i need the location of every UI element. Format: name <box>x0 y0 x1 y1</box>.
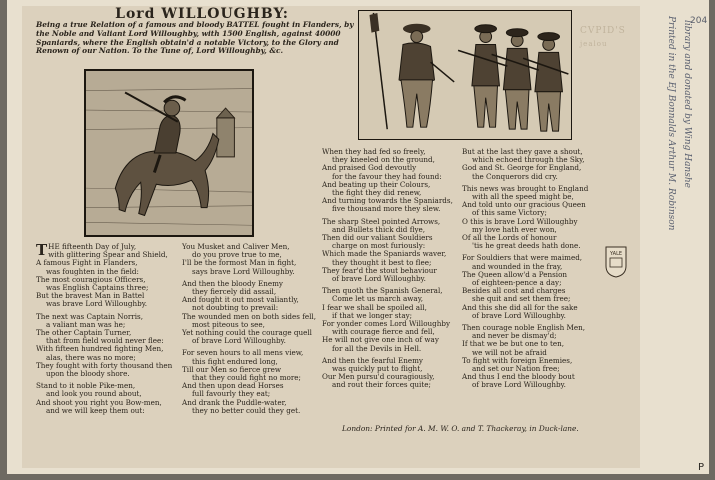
verse-line: was foughten in the field: <box>46 266 139 276</box>
verse-line: for all the Devils in Hell. <box>332 343 422 353</box>
verse-line: if that we longer stay; <box>332 310 413 320</box>
verse-line: for the favour they had found: <box>332 171 442 181</box>
verse-line: with glittering Spear and Shield, <box>48 250 168 260</box>
page-number: 204 <box>690 16 708 26</box>
verse-line: and set our Nation free; <box>472 364 560 374</box>
stanza <box>36 313 176 379</box>
verse-line: they thought it best to flee; <box>332 257 432 267</box>
verse-line: They fear'd the stout behaviour <box>322 265 437 275</box>
verse-line: the Conquerors did cry. <box>472 171 558 181</box>
verse-column-3 <box>322 148 464 394</box>
printer-imprint: London: Printed for A. M. W. O. and T. Thackeray, in Duck-lane. <box>342 424 579 433</box>
ballad-subtitle: Being a true Relation of a famous and bloody BATTEL fought in Flanders, by the Noble and Valiant Lord Willoughby, with 1500 English, against 40000 Spaniards, where the English obtain'd a notable Victory, to the Glory and Renown of our Nation. To the Tune of, Lord Willoughby, &c. <box>36 20 354 56</box>
verse-line: And told unto our gracious Queen <box>462 200 586 210</box>
verse-line: my love hath ever won, <box>472 224 557 234</box>
stanza <box>182 280 326 346</box>
woodcut-horseman <box>84 69 254 237</box>
verse-line: God and St. George for England, <box>462 163 582 173</box>
stanza <box>322 148 464 214</box>
horseman-illustration <box>86 71 252 235</box>
shield-label: YALE <box>609 251 623 257</box>
verse-line: Which made the Spaniards waver, <box>322 249 447 259</box>
verse-line: I'll be the formost Man in fight, <box>182 258 297 268</box>
verse-line: And shoot you right you Bow-men, <box>36 397 162 407</box>
verse-line: Of all the Lords of honour <box>462 233 557 243</box>
verse-column-1 <box>36 243 176 419</box>
verse-line: But the bravest Man in Battel <box>36 291 145 301</box>
verse-line: And beating up their Colours, <box>322 179 431 189</box>
verse-line: 'tis he great deeds hath done. <box>472 241 581 251</box>
verse-line: upon the bloody shore. <box>46 369 130 379</box>
stanza <box>36 243 176 309</box>
soldiers-illustration <box>359 11 571 139</box>
verse-line: which echoed through the Sky, <box>472 155 585 165</box>
verse-line: If that we be but one to ten, <box>462 339 565 349</box>
stanza <box>36 382 176 415</box>
verse-line: For Souldiers that were maimed, <box>462 253 583 263</box>
verse-line: and Bullets thick did flye, <box>332 224 426 234</box>
verse-line: The wounded men on both sides fell, <box>182 311 317 321</box>
verse-line: And fought it out most valiantly, <box>182 295 299 305</box>
verse-line: with all the speed might be, <box>472 192 574 202</box>
stanza <box>322 287 464 353</box>
verse-line: And turning towards the Spaniards, <box>322 196 453 206</box>
stanza <box>322 218 464 284</box>
verse-line: this fight endured long, <box>192 356 278 366</box>
stanza <box>462 254 608 320</box>
stanza <box>462 148 608 181</box>
verse-line: When they had fed so freely, <box>322 147 426 156</box>
library-shield-icon <box>605 246 627 278</box>
verse-line: was English Captains three; <box>46 283 149 293</box>
verse-line: and rout their forces quite; <box>332 380 431 390</box>
drop-cap: T <box>36 241 48 259</box>
verse-line: Besides all cost and charges <box>462 286 566 296</box>
verse-line: I fear we shall be spoiled all, <box>322 302 427 312</box>
verse-line: of brave Lord Willoughby. <box>332 274 426 284</box>
verse-line: they no better could they get. <box>192 405 301 415</box>
verse-line: Then did our valiant Souldiers <box>322 233 433 243</box>
verse-line: with courage fierce and fell, <box>332 327 435 337</box>
verse-line: was brave Lord Willoughby. <box>46 299 148 309</box>
verse-line: O this is brave Lord Willoughby <box>462 216 578 226</box>
verse-line: And then the fearful Enemy <box>322 355 423 365</box>
verse-line: Then courage noble English Men, <box>462 323 586 333</box>
show-through-text-2: jealou <box>580 40 608 48</box>
verse-column-4 <box>462 148 608 394</box>
verse-line: Come let us march away, <box>332 294 424 304</box>
verse-line: But at the last they gave a shout, <box>462 147 583 156</box>
verse-line: And then the bloody Enemy <box>182 278 283 288</box>
verse-line: Our Men pursu'd couragiously, <box>322 372 435 382</box>
verse-line: they kneeled on the ground, <box>332 155 435 165</box>
verse-line: five thousand more they slew. <box>332 204 441 214</box>
woodcut-soldiers <box>358 10 572 140</box>
verse-line: And this she did all for the sake <box>462 302 578 312</box>
verse-line: HE fifteenth Day of July, <box>48 242 137 251</box>
verse-line: The next was Captain Norris, <box>36 311 144 321</box>
verse-line: most piteous to see, <box>192 319 265 329</box>
verse-line: The other Captain Turner, <box>36 328 132 338</box>
verse-line: And thus I end the bloody bout <box>462 372 575 382</box>
verse-line: a valiant man was he; <box>46 319 126 329</box>
verse-line: charge on most furiously: <box>332 241 426 251</box>
verse-line: The most couragious Officers, <box>36 274 146 284</box>
stanza <box>182 243 326 276</box>
verse-line: and look you round about, <box>46 389 142 399</box>
verse-line: Then quoth the Spanish General, <box>322 286 443 296</box>
verse-line: Yet nothing could the courage quell <box>182 328 312 338</box>
verse-line: not doubting to prevail: <box>192 303 279 313</box>
verse-line: and wounded in the fray, <box>472 261 563 271</box>
verse-line: that from field would never flee: <box>46 336 164 346</box>
verse-line: of this same Victory; <box>472 208 547 218</box>
stanza <box>462 185 608 251</box>
verse-line: They fought with forty thousand then <box>36 360 173 370</box>
verse-line: she quit and set them free; <box>472 294 571 304</box>
ballad-title: Lord WILLOUGHBY: <box>115 6 289 22</box>
verse-line: of brave Lord Willoughby. <box>192 336 286 346</box>
verse-line: the fight they did renew, <box>332 188 422 198</box>
verse-line: and we will keep them out: <box>46 405 145 415</box>
corner-mark: P <box>698 462 705 473</box>
verse-line: alas, there was no more; <box>46 352 136 362</box>
verse-line: To fight with foreign Enemies, <box>462 355 573 365</box>
verse-line: And praised God devoutly <box>322 163 417 173</box>
verse-line: The sharp Steel pointed Arrows, <box>322 216 441 226</box>
verse-line: He will not give one inch of way <box>322 335 439 345</box>
stanza <box>182 349 326 415</box>
verse-line: they fiercely did assail, <box>192 287 277 297</box>
verse-line: This news was brought to England <box>462 183 589 193</box>
verse-line: of brave Lord Willoughby. <box>472 380 566 390</box>
verse-line: and never be dismay'd; <box>472 331 557 341</box>
broadside-sheet <box>22 6 640 468</box>
verse-line: of brave Lord Willoughby. <box>472 310 566 320</box>
pencil-annotation <box>666 12 712 372</box>
verse-line: For yonder comes Lord Willoughby <box>322 319 451 329</box>
verse-line: And drank the Puddle-water, <box>182 397 287 407</box>
verse-line: And then upon dead Horses <box>182 381 284 391</box>
pencil-line-1: Printed in the EJ Bonnalds Arthur M. Robinson <box>666 16 676 231</box>
verse-column-2 <box>182 243 326 419</box>
verse-line: A famous Fight in Flanders, <box>36 258 138 268</box>
verse-line: says brave Lord Willoughby. <box>192 266 295 276</box>
verse-line: of eighteen-pence a day; <box>472 278 562 288</box>
verse-line: Till our Men so fierce grew <box>182 364 281 374</box>
verse-line: that they could fight no more; <box>192 373 301 383</box>
verse-line: was quickly put to flight, <box>332 364 423 374</box>
verse-line: For seven hours to all mens view, <box>182 348 304 358</box>
verse-line: full favourly they eat; <box>192 389 271 399</box>
show-through-text: CVPID'S <box>580 26 626 36</box>
pencil-line-2: library and donated by Wing Hanshe <box>682 20 692 188</box>
verse-line: You Musket and Caliver Men, <box>182 242 290 251</box>
verse-line: The Queen allow'd a Pension <box>462 269 568 279</box>
stanza <box>462 324 608 390</box>
verse-line: do you prove true to me, <box>192 250 282 260</box>
verse-line: Stand to it noble Pike-men, <box>36 381 136 391</box>
stanza <box>322 357 464 390</box>
verse-line: With fifteen hundred fighting Men, <box>36 344 164 354</box>
verse-line: we will not be afraid <box>472 347 547 357</box>
